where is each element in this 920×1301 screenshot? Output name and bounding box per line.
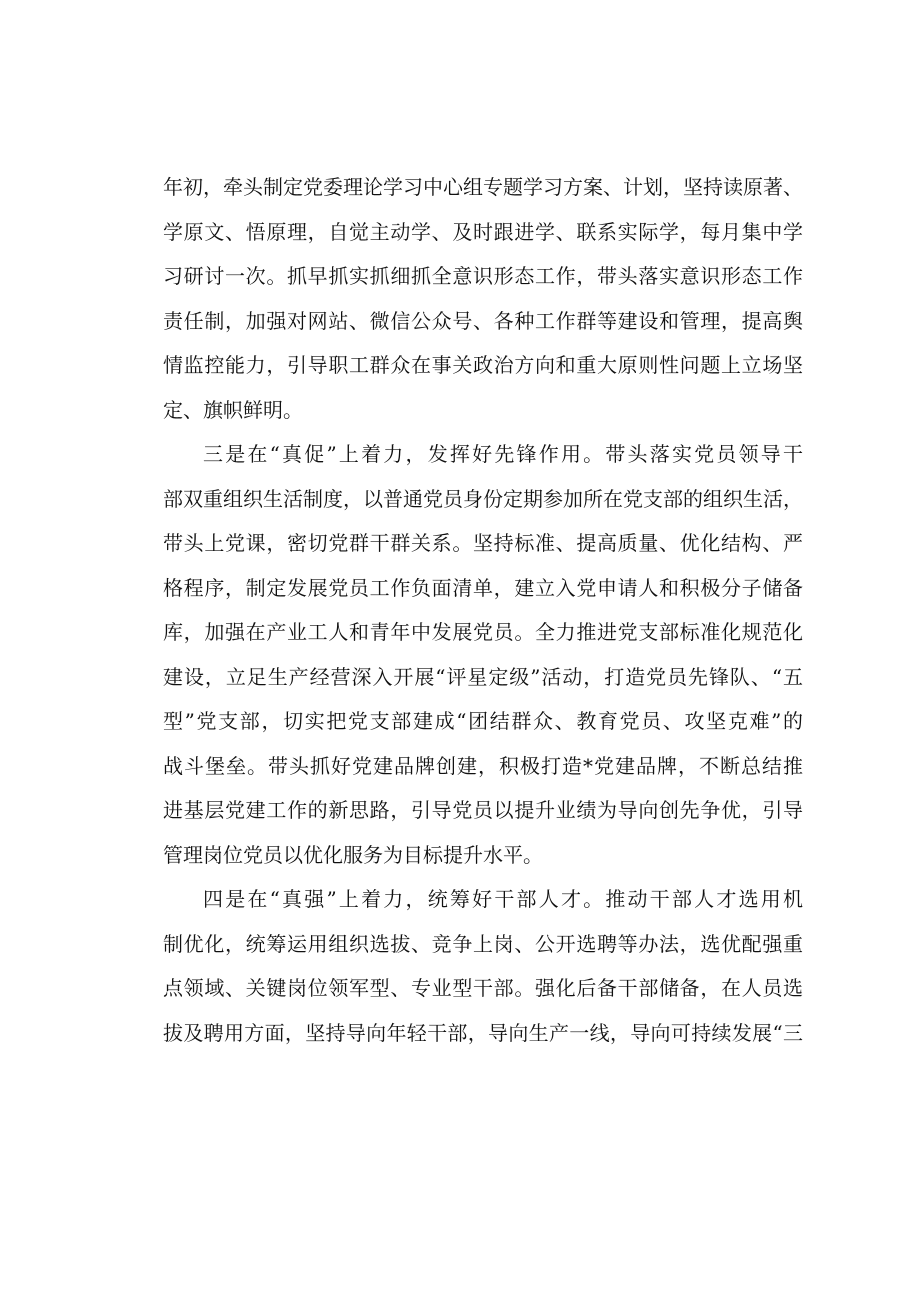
paragraph-line: 战斗堡垒。带头抓好党建品牌创建，积极打造*党建品牌，不断总结推 (163, 753, 803, 778)
paragraph-line: 型”党支部，切实把党支部建成“团结群众、教育党员、攻坚克难”的 (163, 709, 803, 733)
paragraph-2 (163, 432, 803, 877)
paragraph-line: 定、旗帜鲜明。 (163, 397, 303, 422)
paragraph-line: 三是在“真促”上着力，发挥好先锋作用。带头落实党员领导干 (203, 442, 803, 466)
paragraph-line: 格程序，制定发展党员工作负面清单，建立入党申请人和积极分子储备 (163, 575, 803, 600)
document-body (163, 165, 803, 1055)
paragraph-line: 管理岗位党员以优化服务为目标提升水平。 (163, 842, 543, 867)
paragraph-line: 部双重组织生活制度，以普通党员身份定期参加所在党支部的组织生活， (163, 486, 803, 511)
paragraph-3 (163, 877, 803, 1055)
paragraph-line: 学原文、悟原理，自觉主动学、及时跟进学、联系实际学，每月集中学 (163, 219, 803, 244)
paragraph-line: 进基层党建工作的新思路，引导党员以提升业绩为导向创先争优，引导 (163, 798, 803, 822)
paragraph-line: 习研讨一次。抓早抓实抓细抓全意识形态工作，带头落实意识形态工作 (163, 264, 803, 288)
paragraph-line: 年初，牵头制定党委理论学习中心组专题学习方案、计划，坚持读原著、 (163, 175, 803, 199)
paragraph-line: 拔及聘用方面，坚持导向年轻干部，导向生产一线，导向可持续发展“三 (163, 1020, 803, 1045)
paragraph-line: 责任制，加强对网站、微信公众号、各种工作群等建设和管理，提高舆 (163, 308, 803, 333)
paragraph-line: 点领域、关键岗位领军型、专业型干部。强化后备干部储备，在人员选 (163, 976, 803, 1000)
paragraph-line: 带头上党课，密切党群干群关系。坚持标准、提高质量、优化结构、严 (163, 531, 803, 555)
paragraph-line: 建设，立足生产经营深入开展“评星定级”活动，打造党员先锋队、“五 (163, 664, 803, 689)
paragraph-line: 库，加强在产业工人和青年中发展党员。全力推进党支部标准化规范化 (163, 620, 803, 644)
paragraph-line: 四是在“真强”上着力，统筹好干部人才。推动干部人才选用机 (203, 887, 803, 911)
paragraph-line: 情监控能力，引导职工群众在事关政治方向和重大原则性问题上立场坚 (163, 353, 803, 377)
paragraph-1 (163, 165, 803, 432)
paragraph-line: 制优化，统筹运用组织选拔、竞争上岗、公开选聘等办法，选优配强重 (163, 931, 803, 956)
